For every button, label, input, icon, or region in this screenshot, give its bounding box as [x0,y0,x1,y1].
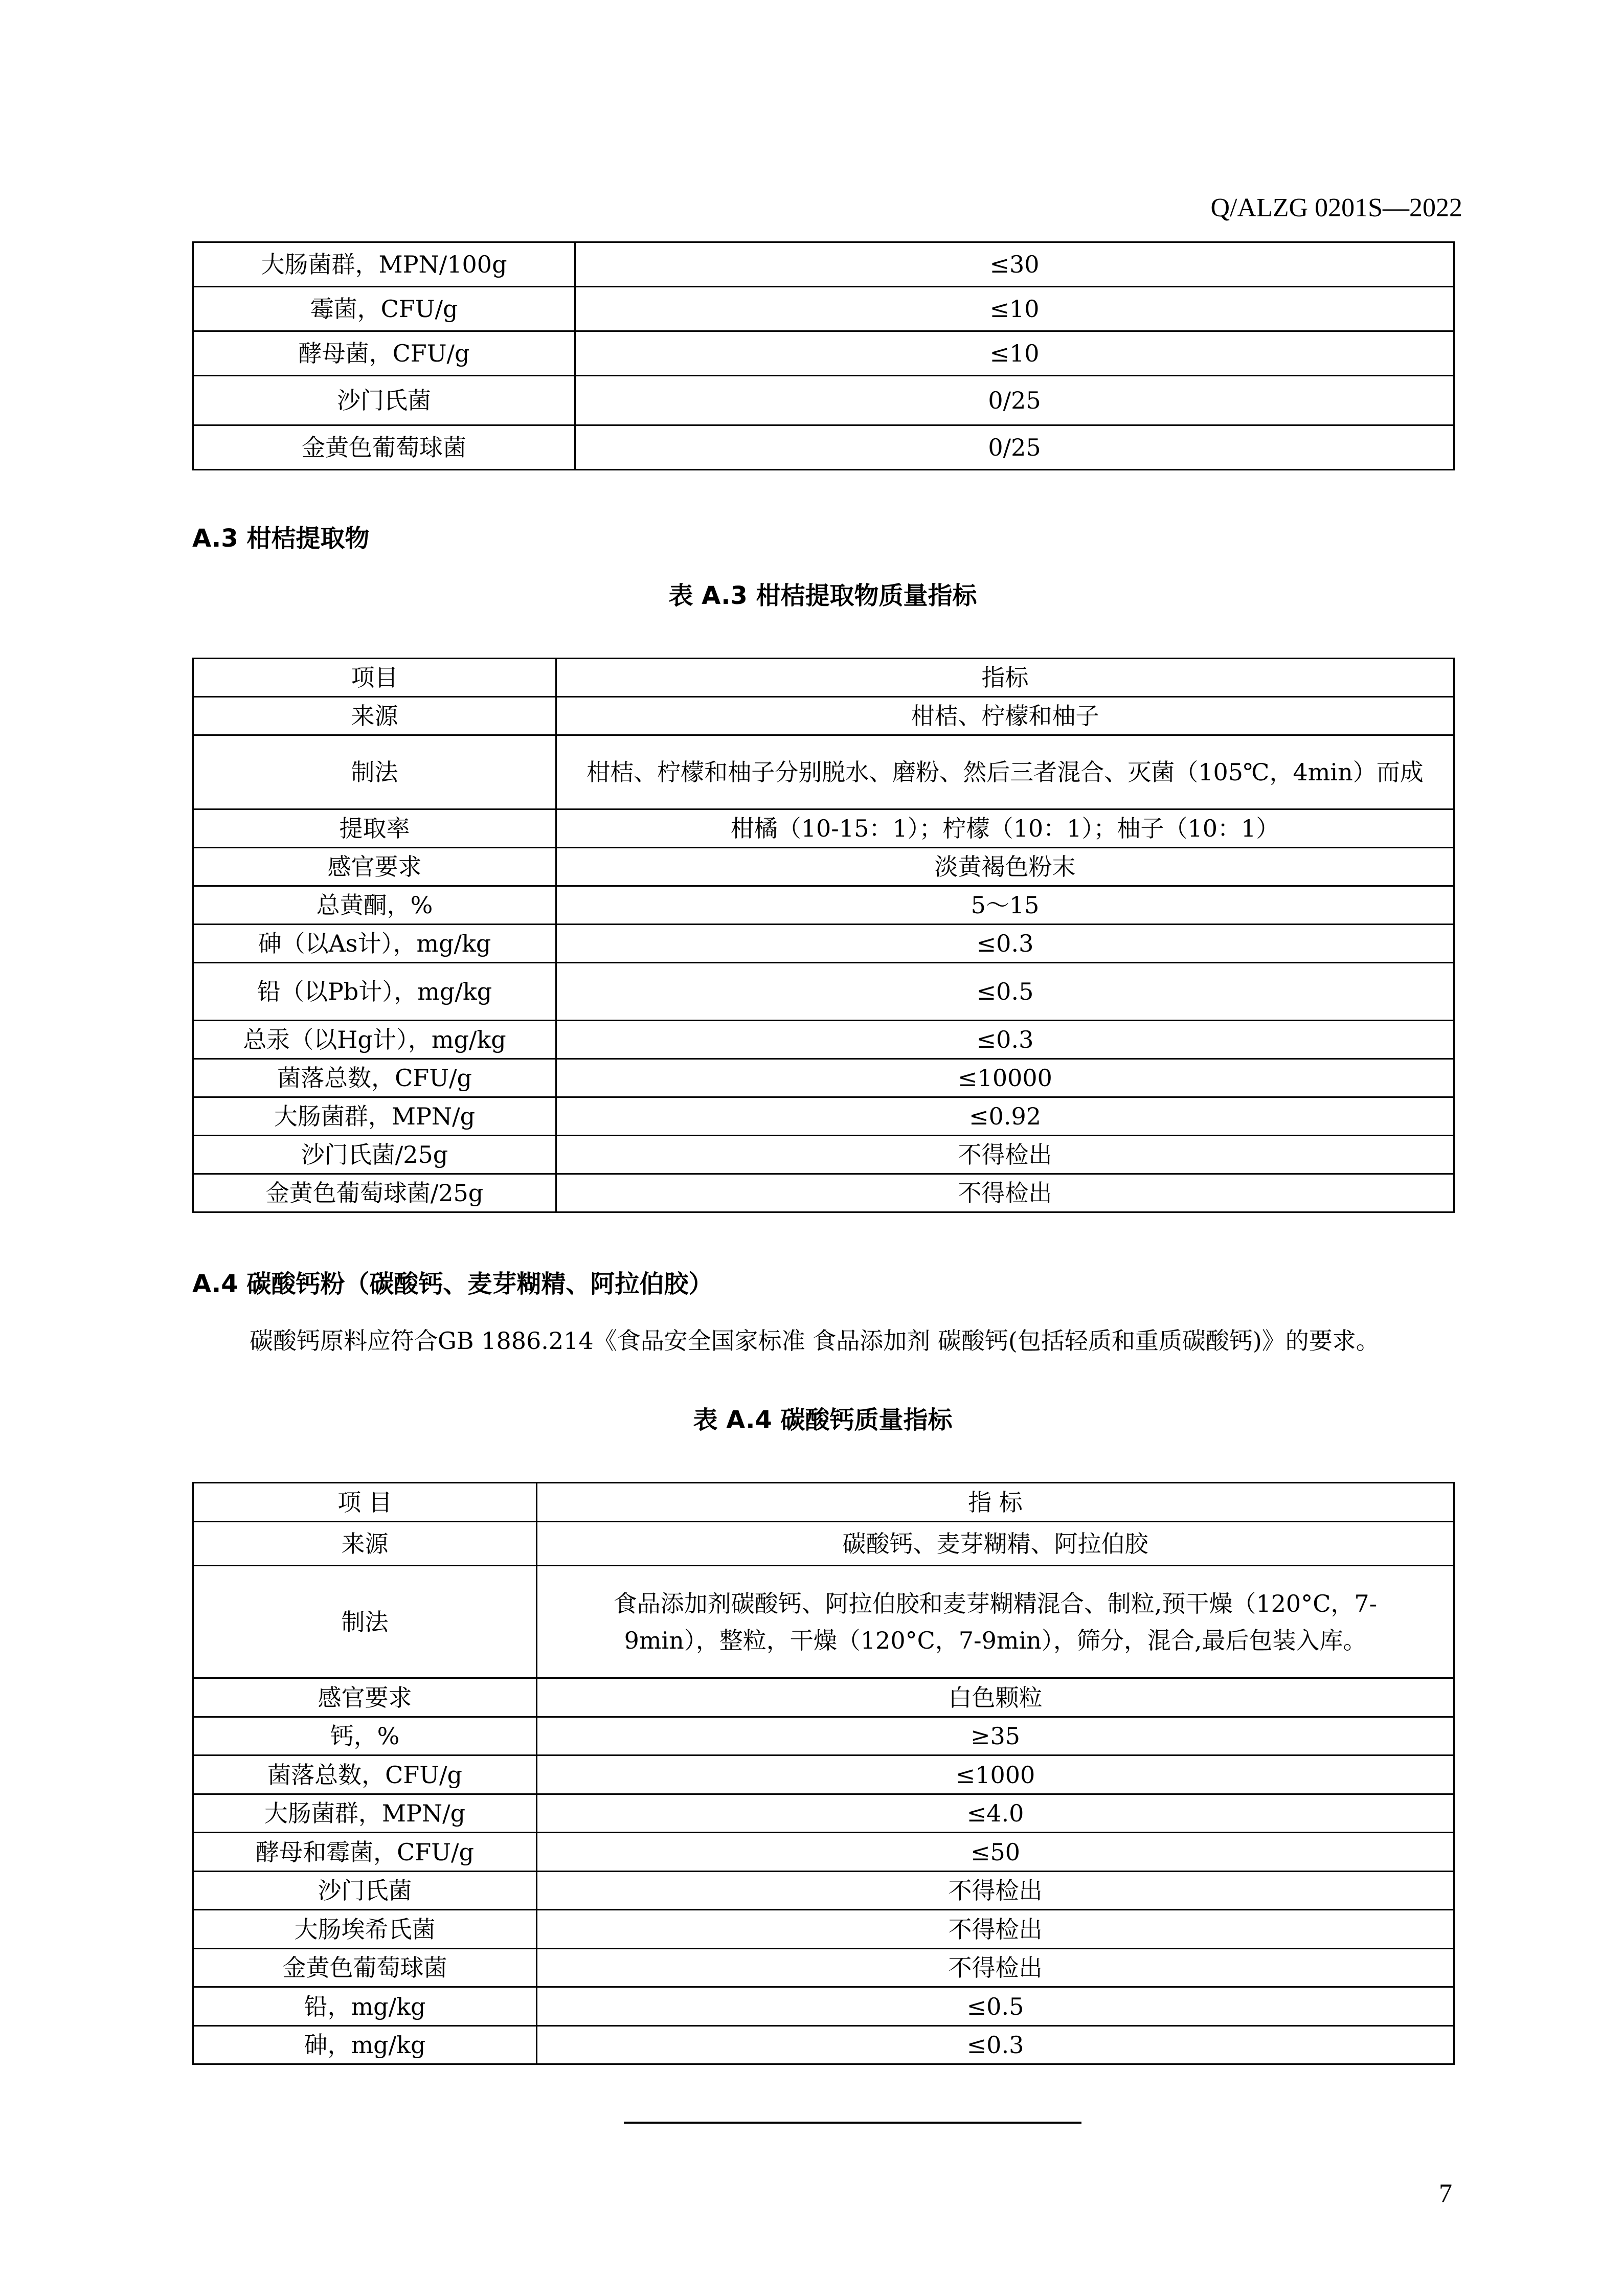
table-a4-calcium-carbonate [192,1482,1455,2065]
value-cell: 不得检出 [537,1949,1454,1987]
table-row [193,886,1454,925]
item-cell: 铅（以Pb计），mg/kg [193,963,556,1021]
item-cell: 砷（以As计），mg/kg [193,925,556,963]
table-row [193,1678,1454,1717]
table-row [193,1136,1454,1174]
item-cell: 制法 [193,1566,537,1678]
item-cell: 总汞（以Hg计），mg/kg [193,1021,556,1059]
value-cell: ≤0.3 [537,2026,1454,2064]
document-code: Q/ALZG 0201S—2022 [1210,193,1462,222]
value-cell: 柑桔、柠檬和柚子分别脱水、磨粉、然后三者混合、灭菌（105℃，4min）而成 [556,735,1454,809]
table-row [193,1021,1454,1059]
table-row [193,425,1454,470]
item-cell: 霉菌，CFU/g [193,287,575,331]
table-row [193,809,1454,848]
value-cell: ≤1000 [537,1755,1454,1794]
value-cell: 柑桔、柠檬和柚子 [556,697,1454,735]
item-cell: 提取率 [193,809,556,848]
value-cell: 不得检出 [537,1910,1454,1949]
table-row [193,1755,1454,1794]
item-cell: 沙门氏菌/25g [193,1136,556,1174]
value-cell: 碳酸钙、麦芽糊精、阿拉伯胶 [537,1522,1454,1566]
table-row [193,697,1454,735]
table-row [193,1717,1454,1755]
value-cell: 不得检出 [556,1136,1454,1174]
table-row [193,735,1454,809]
value-cell: ≤30 [575,242,1454,287]
value-cell: ≤0.5 [556,963,1454,1021]
table-row [193,1949,1454,1987]
value-cell: 0/25 [575,376,1454,425]
item-cell: 沙门氏菌 [193,376,575,425]
table-row [193,1833,1454,1872]
table-row [193,1097,1454,1136]
section-a4-paragraph: 碳酸钙原料应符合GB 1886.214《食品安全国家标准 食品添加剂 碳酸钙(包括轻质和重质碳酸钙)》的要求。 [250,1327,1380,1355]
table-row [193,1566,1454,1678]
table-row [193,1174,1454,1212]
value-cell: ≤10000 [556,1059,1454,1097]
value-cell: ≤10 [575,287,1454,331]
table-row [193,242,1454,287]
value-cell: ≤10 [575,331,1454,376]
section-heading-a3: A.3 柑桔提取物 [192,524,370,553]
table-row [193,963,1454,1021]
item-cell: 金黄色葡萄球菌 [193,1949,537,1987]
table-row [193,925,1454,963]
table-caption-a3: 表 A.3 柑桔提取物质量指标 [668,581,977,610]
table-a3-citrus-extract [192,658,1455,1213]
item-cell: 铅，mg/kg [193,1987,537,2026]
item-cell: 来源 [193,697,556,735]
table-a2-continued [192,241,1455,470]
item-cell: 制法 [193,735,556,809]
table-row [193,1794,1454,1833]
table-row [193,287,1454,331]
end-rule [624,2122,1081,2124]
item-cell: 感官要求 [193,848,556,886]
item-cell: 大肠菌群，MPN/100g [193,242,575,287]
value-cell: 不得检出 [556,1174,1454,1212]
value-cell: 5～15 [556,886,1454,925]
table-row [193,1522,1454,1566]
value-cell: ≤0.92 [556,1097,1454,1136]
value-cell: ≤4.0 [537,1794,1454,1833]
value-cell: ≤50 [537,1833,1454,1872]
column-header-item: 项 目 [193,1483,537,1522]
item-cell: 大肠菌群，MPN/g [193,1097,556,1136]
table-row [193,331,1454,376]
table-row [193,1872,1454,1910]
value-cell: 白色颗粒 [537,1678,1454,1717]
item-cell: 大肠菌群，MPN/g [193,1794,537,1833]
item-cell: 菌落总数，CFU/g [193,1059,556,1097]
value-cell: ≤0.5 [537,1987,1454,2026]
table-row [193,1910,1454,1949]
table-caption-a4: 表 A.4 碳酸钙质量指标 [693,1406,953,1434]
item-cell: 总黄酮，% [193,886,556,925]
table-row [193,2026,1454,2064]
item-cell: 来源 [193,1522,537,1566]
value-cell: 不得检出 [537,1872,1454,1910]
section-heading-a4: A.4 碳酸钙粉（碳酸钙、麦芽糊精、阿拉伯胶） [192,1270,713,1298]
value-cell: ≥35 [537,1717,1454,1755]
table-row [193,376,1454,425]
item-cell: 钙，% [193,1717,537,1755]
table-header-row [193,1483,1454,1522]
item-cell: 砷，mg/kg [193,2026,537,2064]
item-cell: 金黄色葡萄球菌 [193,425,575,470]
table-row [193,1987,1454,2026]
column-header-item: 项目 [193,659,556,697]
item-cell: 金黄色葡萄球菌/25g [193,1174,556,1212]
column-header-value: 指标 [556,659,1454,697]
column-header-value: 指 标 [537,1483,1454,1522]
page-number: 7 [1439,2179,1452,2208]
value-cell: 0/25 [575,425,1454,470]
item-cell: 沙门氏菌 [193,1872,537,1910]
table-header-row [193,659,1454,697]
table-row [193,848,1454,886]
table-row [193,1059,1454,1097]
item-cell: 大肠埃希氏菌 [193,1910,537,1949]
item-cell: 菌落总数，CFU/g [193,1755,537,1794]
value-cell: 柑橘（10-15：1）；柠檬（10：1）；柚子（10：1） [556,809,1454,848]
value-cell: 淡黄褐色粉末 [556,848,1454,886]
value-cell: ≤0.3 [556,925,1454,963]
value-cell: 食品添加剂碳酸钙、阿拉伯胶和麦芽糊精混合、制粒,预干燥（120°C，7-9min），整粒，干燥（120°C，7-9min），筛分，混合,最后包装入库。 [537,1566,1454,1678]
item-cell: 酵母菌，CFU/g [193,331,575,376]
item-cell: 酵母和霉菌，CFU/g [193,1833,537,1872]
value-cell: ≤0.3 [556,1021,1454,1059]
item-cell: 感官要求 [193,1678,537,1717]
